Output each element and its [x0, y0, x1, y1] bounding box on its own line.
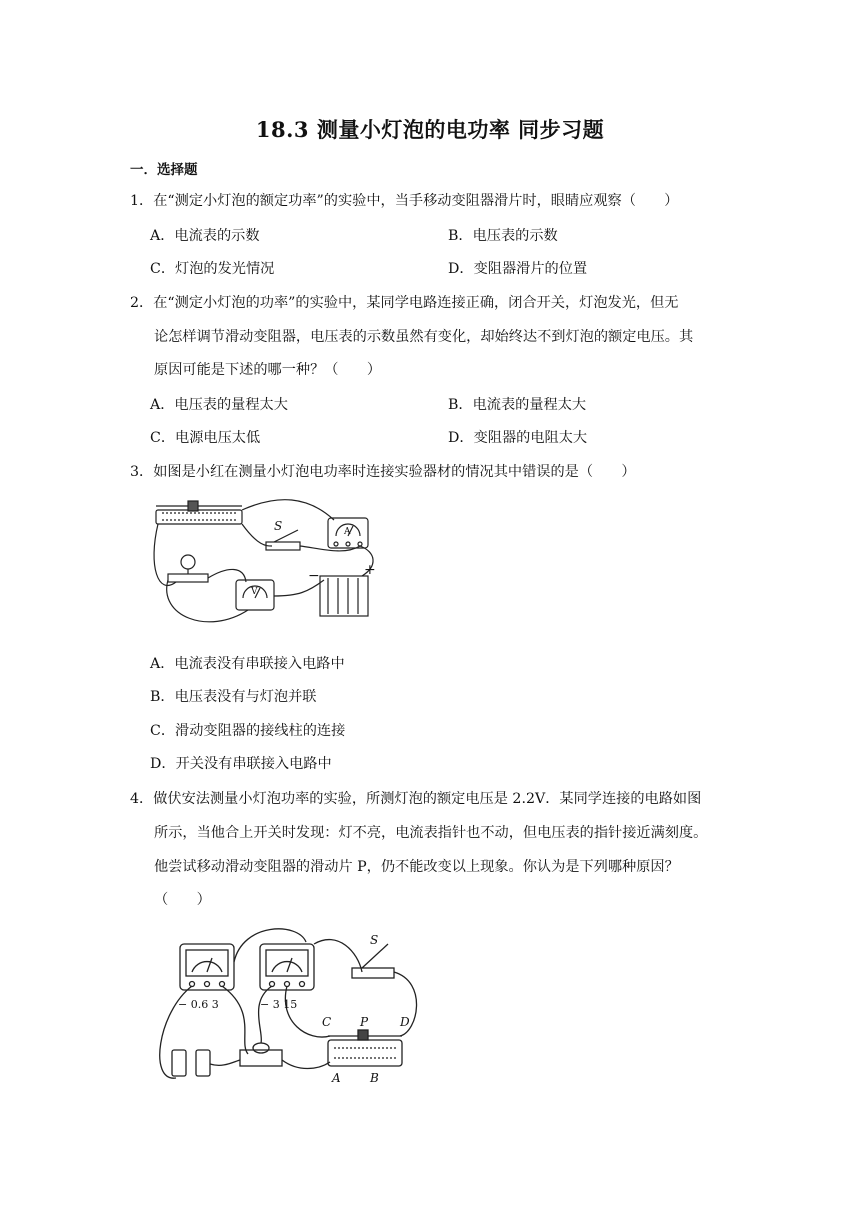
battery-cell-2 [196, 1050, 210, 1076]
question-4-line-3: 他尝试移动滑动变阻器的滑动片 P，仍不能改变以上现象。你认为是下列哪种原因？ [154, 859, 679, 875]
terminal-b-label: B [370, 1071, 379, 1085]
slider-p-label: P [360, 1015, 369, 1029]
question-2-line-1: 2．在“测定小灯泡的功率”的实验中，某同学电路连接正确，闭合开关，灯泡发光，但无 [130, 295, 679, 311]
question-2-line-3: 原因可能是下述的哪一种？（ ） [154, 362, 382, 378]
q2-option-b[interactable]: B．电流表的量程太大 [448, 397, 587, 413]
battery-minus-label: − [308, 568, 320, 584]
question-4-line-1: 4．做伏安法测量小灯泡功率的实验，所测灯泡的额定电压是 2.2V．某同学连接的电路如图 [130, 791, 702, 807]
switch-2 [352, 968, 394, 978]
meter1-scale-label: − 0.6 3 [178, 998, 219, 1011]
terminal-d-label: D [400, 1015, 410, 1029]
battery-cell-1 [172, 1050, 186, 1076]
rheostat-2 [328, 1040, 402, 1066]
q3-option-a[interactable]: A．电流表没有串联接入电路中 [150, 656, 345, 672]
section-heading: 一．选择题 [130, 162, 198, 178]
switch-label: S [274, 519, 283, 533]
battery [320, 576, 368, 616]
page-title: 18.3 测量小灯泡的电功率 同步习题 [255, 117, 605, 142]
battery-plus-label: + [364, 562, 376, 578]
q2-option-d[interactable]: D．变阻器的电阻太大 [448, 430, 588, 446]
question-4-line-2: 所示，当他合上开关时发现：灯不亮，电流表指针也不动，但电压表的指针接近满刻度。 [154, 825, 708, 841]
circuit-figure-1 [148, 496, 388, 640]
switch-s-label: S [370, 933, 379, 947]
question-2-line-2: 论怎样调节滑动变阻器，电压表的示数虽然有变化，却始终达不到灯泡的额定电压。其 [154, 329, 694, 345]
q2-option-a[interactable]: A．电压表的量程太大 [150, 397, 288, 413]
circuit-figure-2 [148, 922, 428, 1090]
q1-option-b[interactable]: B．电压表的示数 [448, 228, 558, 244]
q1-option-d[interactable]: D．变阻器滑片的位置 [448, 261, 588, 277]
q3-option-d[interactable]: D．开关没有串联接入电路中 [150, 756, 332, 772]
rheostat [156, 510, 242, 524]
voltmeter-2 [260, 944, 314, 990]
meter2-scale-label: − 3 15 [260, 998, 298, 1011]
q1-option-a[interactable]: A．电流表的示数 [150, 228, 260, 244]
question-1-text: 1．在“测定小灯泡的额定功率”的实验中，当手移动变阻器滑片时，眼睛应观察（ ） [130, 193, 679, 209]
question-4-line-4: （ ） [154, 892, 211, 908]
voltmeter-label: V [251, 587, 258, 597]
q2-option-c[interactable]: C．电源电压太低 [150, 430, 261, 446]
terminal-c-label: C [322, 1015, 332, 1029]
q1-option-c[interactable]: C．灯泡的发光情况 [150, 261, 275, 277]
question-3-text: 3．如图是小红在测量小灯泡电功率时连接实验器材的情况其中错误的是（ ） [130, 464, 636, 480]
ammeter-2 [180, 944, 234, 990]
q3-option-c[interactable]: C．滑动变阻器的接线柱的连接 [150, 723, 346, 739]
ammeter-label: A [344, 527, 351, 537]
q3-option-b[interactable]: B．电压表没有与灯泡并联 [150, 689, 317, 705]
lamp-base [168, 574, 208, 582]
terminal-a-label: A [332, 1071, 341, 1085]
